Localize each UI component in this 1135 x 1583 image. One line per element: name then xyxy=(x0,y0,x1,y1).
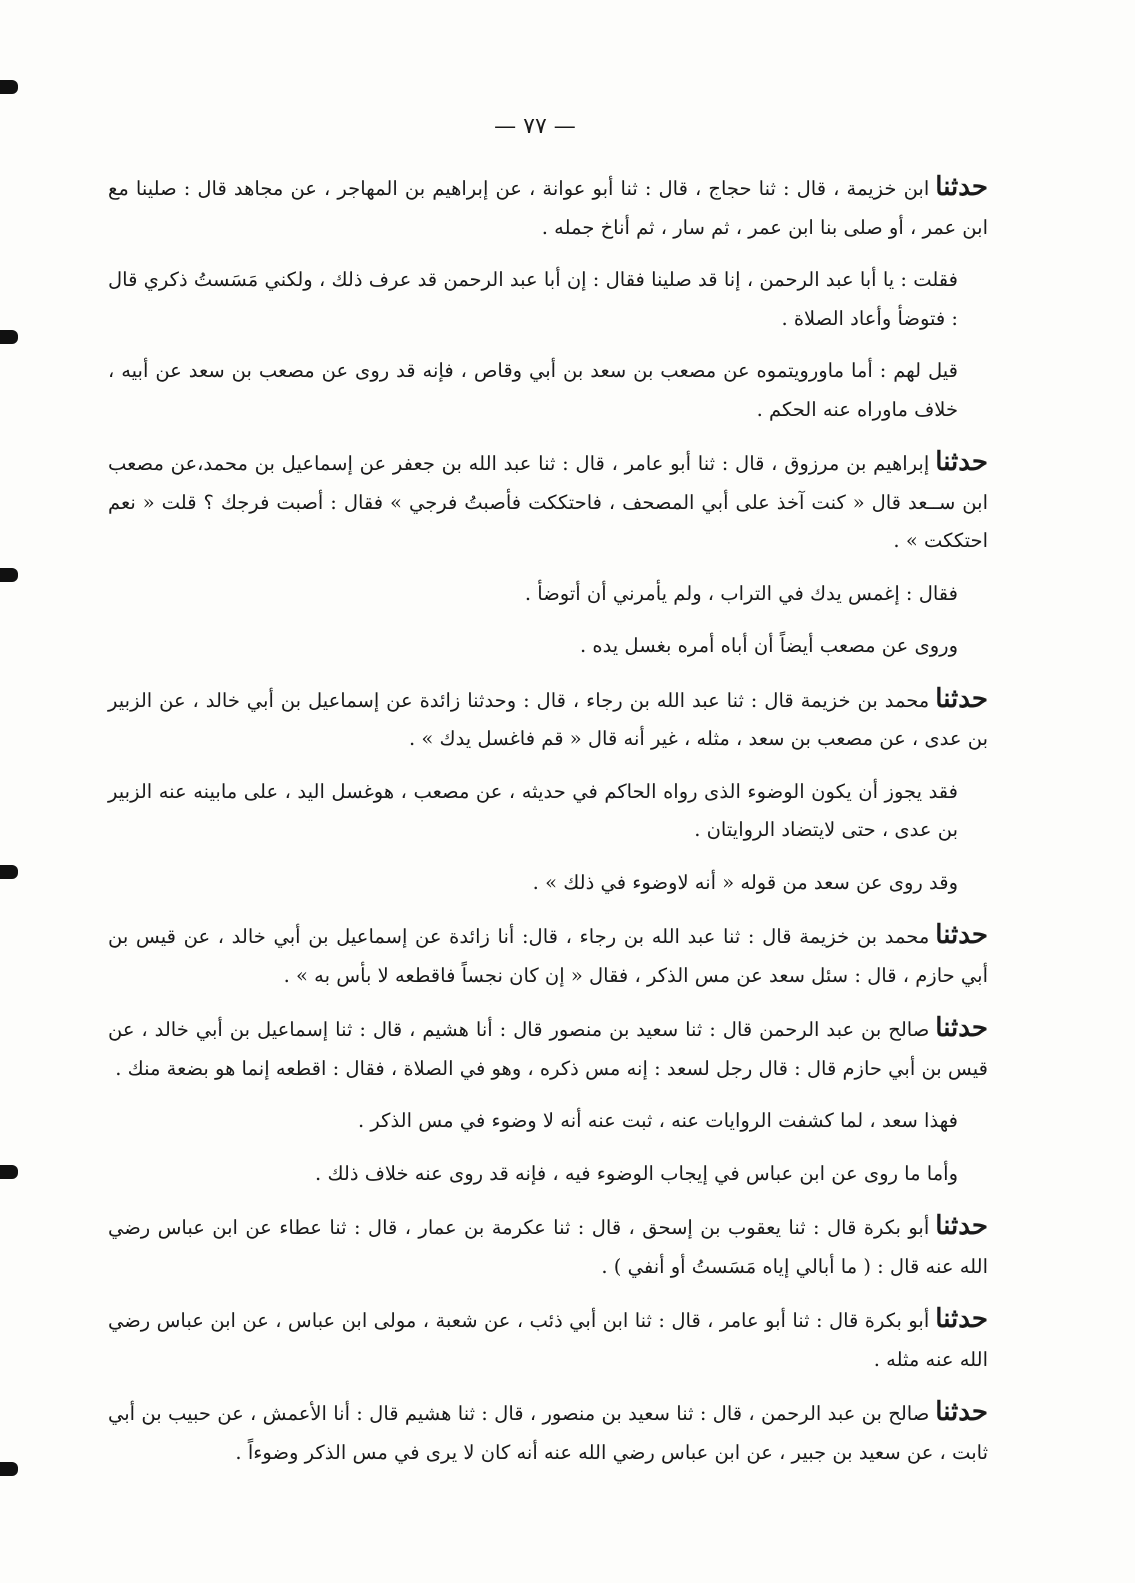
scan-margin-mark xyxy=(0,865,18,879)
paragraph-text: فقد يجوز أن يكون الوضوء الذى رواه الحاكم في حديثه ، عن مصعب ، هوغسل اليد ، على مابينه عنه الزبير بن عدى ، حتى لايتضاد الروايتان . xyxy=(108,779,958,841)
scan-margin-mark xyxy=(0,1165,18,1179)
paragraph xyxy=(108,1155,988,1194)
hadith-marker: حدثنا xyxy=(935,683,988,714)
page-number: — ٧٧ — xyxy=(494,114,576,139)
paragraph xyxy=(108,864,988,903)
paragraph-text: وروى عن مصعب أيضاً أن أباه أمره بغسل يده . xyxy=(579,634,958,657)
paragraph-text: وأما ما روى عن ابن عباس في إيجاب الوضوء فيه ، فإنه قد روى عنه خلاف ذلك . xyxy=(315,1161,958,1185)
scan-margin-mark xyxy=(0,1462,18,1476)
scan-margin-mark xyxy=(0,568,18,582)
paragraph-text: فهذا سعد ، لما كشفت الروايات عنه ، ثبت عنه أنه لا وضوء في مس الذكر . xyxy=(358,1109,958,1132)
paragraph xyxy=(108,443,988,561)
paragraph xyxy=(108,1009,988,1088)
hadith-marker: حدثنا xyxy=(935,1397,988,1427)
paragraph-text: محمد بن خزيمة قال : ثنا عبد الله بن رجاء ، قال: أنا زائدة عن إسماعيل بن أبي خالد ، عن قيس بن أبي حازم ، قال : سئل سعد عن مس الذكر ، فقال « إن كان نجساً فاقطعه لا بأس به » . xyxy=(108,925,988,987)
scan-margin-mark xyxy=(0,330,18,344)
scan-margin-mark xyxy=(0,80,18,94)
body-text xyxy=(108,168,988,1486)
paragraph xyxy=(108,575,988,614)
paragraph xyxy=(108,1393,988,1472)
paragraph-text: قيل لهم : أما ماورويتموه عن مصعب بن سعد بن أبي وقاص ، فإنه قد روى عن مصعب بن سعد عن أبيه ، خلاف ماوراه عنه الحكم . xyxy=(108,359,958,421)
paragraph-text: إبراهيم بن مرزوق ، قال : ثنا أبو عامر ، قال : ثنا عبد الله بن جعفر عن إسماعيل بن محمد،عن مصعب ابن ســعد قال « كنت آخذ على أبي المصحف ، فاحتككت فأصبتُ فرجي » فقال : أصبت فرجك ؟ قلت « نعم احتككت » . xyxy=(108,452,988,552)
paragraph-text: أبو بكرة قال : ثنا يعقوب بن إسحق ، قال : ثنا عكرمة بن عمار ، قال : ثنا عطاء عن ابن عباس رضي الله عنه قال : ( ما أبالي إياه مَسَستُ أو أنفي ) . xyxy=(108,1216,988,1278)
paragraph xyxy=(108,1102,988,1141)
hadith-marker: حدثنا xyxy=(935,1013,988,1043)
paragraph xyxy=(108,352,988,429)
paragraph xyxy=(108,261,988,338)
paragraph-text: أبو بكرة قال : ثنا أبو عامر ، قال : ثنا ابن أبي ذئب ، عن شعبة ، مولى ابن عباس ، عن ابن عباس رضي الله عنه مثله . xyxy=(108,1309,988,1371)
paragraph xyxy=(108,168,988,247)
hadith-marker: حدثنا xyxy=(935,920,988,950)
paragraph xyxy=(108,916,988,995)
hadith-marker: حدثنا xyxy=(935,1304,988,1334)
paragraph-text: ابن خزيمة ، قال : ثنا حجاج ، قال : ثنا أبو عوانة ، عن إبراهيم بن المهاجر ، عن مجاهد قال : صلينا مع ابن عمر ، أو صلى بنا ابن عمر ، ثم سار ، ثم أناخ جمله . xyxy=(108,177,988,239)
paragraph-text: فقلت : يا أبا عبد الرحمن ، إنا قد صلينا فقال : إن أبا عبد الرحمن قد عرف ذلك ، ولكني مَسَستُ ذكري قال : فتوضأ وأعاد الصلاة . xyxy=(108,268,958,330)
paragraph-text: وقد روى عن سعد من قوله « أنه لاوضوء في ذلك » . xyxy=(532,870,958,894)
hadith-marker: حدثنا xyxy=(935,172,988,202)
hadith-marker: حدثنا xyxy=(935,447,988,477)
paragraph xyxy=(108,680,988,759)
paragraph xyxy=(108,627,988,666)
paragraph xyxy=(108,1300,988,1379)
paragraph-text: صالح بن عبد الرحمن قال : ثنا سعيد بن منصور قال : أنا هشيم ، قال : ثنا إسماعيل بن أبي خالد ، عن قيس بن أبي حازم قال : قال رجل لسعد : إنه مس ذكره ، وهو في الصلاة ، فقال : اقطعه إنما هو بضعة منك . xyxy=(108,1018,988,1080)
paragraph-text: محمد بن خزيمة قال : ثنا عبد الله بن رجاء ، قال : وحدثنا زائدة عن إسماعيل بن أبي خالد ، عن الزبير بن عدى ، عن مصعب بن سعد ، مثله ، غير أنه قال « قم فاغسل يدك » . xyxy=(108,688,988,750)
paragraph-text: فقال : إغمس يدك في التراب ، ولم يأمرني أن أتوضأ . xyxy=(524,581,958,605)
paragraph xyxy=(108,1207,988,1286)
paragraph xyxy=(108,773,988,850)
hadith-marker: حدثنا xyxy=(935,1211,988,1241)
paragraph-text: صالح بن عبد الرحمن ، قال : ثنا سعيد بن منصور ، قال : ثنا هشيم قال : أنا الأعمش ، عن حبيب بن أبي ثابت ، عن سعيد بن جبير ، عن ابن عباس رضي الله عنه أنه كان لا يرى في مس الذكر وضوءاً . xyxy=(108,1402,988,1464)
